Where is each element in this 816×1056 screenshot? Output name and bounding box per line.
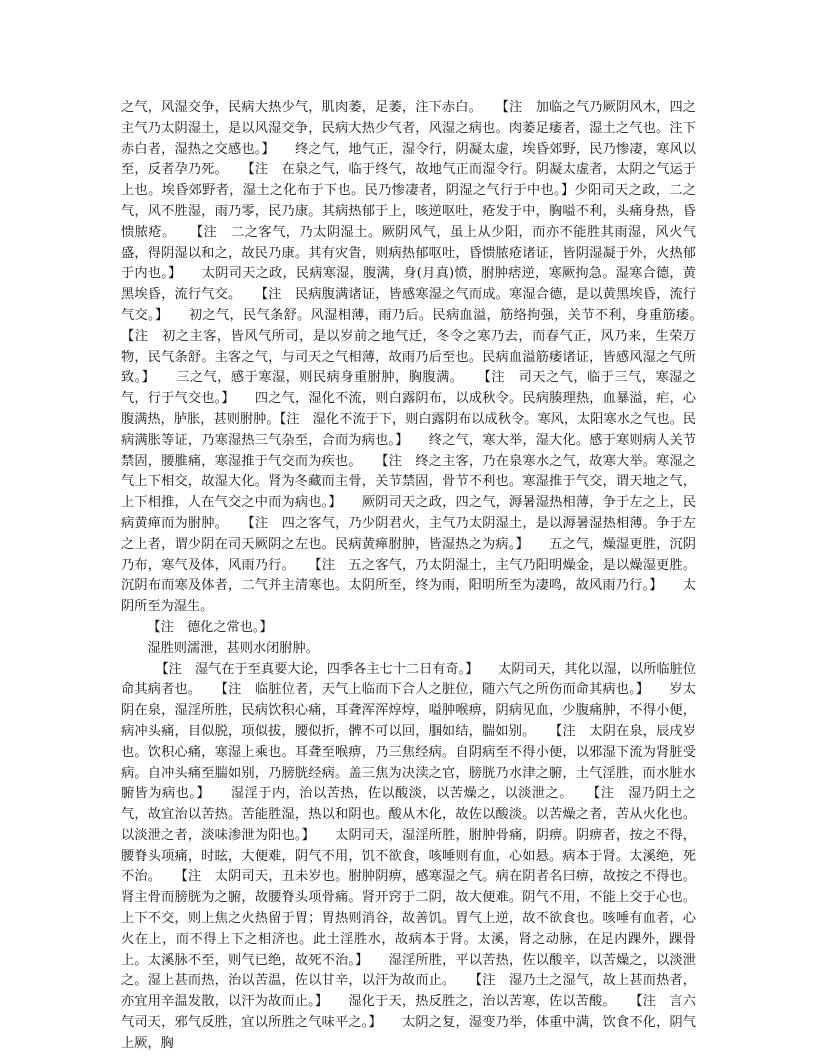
document-page [121, 98, 723, 1055]
paragraph-note-dehua: 【注 德化之常也。】 [147, 619, 273, 635]
paragraph-zhizhen: 【注 湿气在于至真要大论，四季各主七十二日有奇。】 太阴司天，其化以湿，以所临脏位命其病者也。 【注 临脏位者，天气上临而下合人之脏位，随六气之所伤而命其病也。】 岁太阴在泉，湿淫所胜，民病饮积心痛，耳聋浑浑焞焞，嗌肿喉痹，阴病见血，少腹痛肿，不得小便，病冲头痛，目似脱，项似拔，腰似折，髀不可以回，腘如结，腨如别。 【注 太阴在泉，辰戌岁也。饮积心痛，寒湿上乘也。耳聋至喉痹，乃三焦经病。自阴病至不得小便，以邪湿下流为肾脏受病。自冲头痛至腨如别，乃膀胱经病。盖三焦为决渎之官，膀胱乃水津之腑，土气淫胜，而水脏水腑皆为病也。】 湿淫于内，治以苦热，佐以酸淡，以苦燥之，以淡泄之。 【注 湿乃阴土之气，故宜治以苦热。苦能胜湿，热以和阴也。酸从木化，故佐以酸淡。以苦燥之者，苦从火化也。以淡泄之者，淡味渗泄为阳也。】 太阴司天，湿淫所胜，胕肿骨痛，阴痹。阴痹者，按之不得，腰脊头项痛，时眩，大便难，阴气不用，饥不欲食，咳唾则有血，心如悬。病本于肾。太溪绝，死不治。 【注 太阴司天，丑未岁也。胕肿阴痹，感寒湿之气。病在阴者名曰痹，故按之不得也。肾主骨而膀胱为之腑，故腰脊头项骨痛。肾开窍于二阴，故大便难。阴气不用，不能上交于心也。上下不交，则上焦之火热留于胃；胃热则消谷，故善饥。胃气上逆，故不欲食也。咳唾有血者，心火在上，而不得上下之相济也。此土淫胜水，故病本于肾。太溪，肾之动脉，在足内踝外，踝骨上。太溪脉不至，则气已绝，故死不治。】 湿淫所胜，平以苦热，佐以酸辛，以苦燥之，以淡泄之。湿上甚而热，治以苦温，佐以甘辛，以汗为故而止。 【注 湿乃土之湿气，故上甚而热者，亦宜用辛温发散，以汗为故而止。】 湿化于天，热反胜之，治以苦寒，佐以苦酸。 【注 言六气司天，邪气反胜，宜以所胜之气味平之。】 太阴之复，湿变乃举，体重中满，饮食不化，阴气上厥，胸 [121, 661, 696, 1051]
paragraph-shisheng: 湿胜则濡泄，甚则水闭胕肿。 [147, 640, 319, 656]
paragraph-main: 之气，风湿交争，民病大热少气，肌肉萎，足萎，注下赤白。 【注 加临之气乃厥阴风木，四之主气乃太阴湿土，是以风湿交争，民病大热少气者，风湿之病也。肉萎足痿者，湿土之气也。注下赤白者，湿热之交感也。】 终之气，地气正，湿令行，阴凝太虚，埃昏郊野，民乃惨凄，寒风以至，反者孕乃死。 【注 在泉之气，临于终气，故地气正而湿令行。阴凝太虚者，太阴之气运于上也。埃昏郊野者，湿土之化布于下也。民乃惨凄者，阴湿之气行于中也。】少阳司天之政，二之气，风不胜湿，雨乃零，民乃康。其病热郁于上，咳逆呕吐，疮发于中，胸嗌不利，头痛身热，昏愦脓疮。 【注 二之客气，乃太阴湿土。厥阴风气，虽上从少阳，而亦不能胜其雨湿，风火气盛，得阴湿以和之，故民乃康。其有灾眚，则病热郁呕吐，昏愦脓疮诸证，皆阴湿凝于外，火热郁于内也。】 太阴司天之政，民病寒湿，腹满，身(月真)愤，胕肿痞逆，寒厥拘急。湿寒合德，黄黑埃昏，流行气交。 【注 民病腹满诸证，皆感寒湿之气而成。寒湿合德，是以黄黑埃昏，流行气交。】 初之气，民气条舒。风湿相薄，雨乃后。民病血溢，筋络拘强，关节不利，身重筋痿。 【注 初之主客，皆风气所司，是以岁前之地气迁，冬令之寒乃去，而春气正，风乃来，生荣万物，民气条舒。主客之气，与司天之气相薄，故雨乃后至也。民病血溢筋痿诸证，皆感风湿之气所致。】 三之气，感于寒湿，则民病身重胕肿，胸腹满。 【注 司天之气，临于三气，寒湿之气，行于气交也。】 四之气，湿化不流，则白露阴布，以成秋令。民病腠理热，血暴溢，疟，心腹满热，胪胀，甚则胕肿。【注 湿化不流于下，则白露阴布以成秋令。寒风，太阳寒水之气也。民病满胀等证，乃寒湿热三气杂至，合而为病也。】 终之气，寒大举，湿大化。感于寒则病人关节禁固，腰脽痛，寒湿推于气交而为疾也。 【注 终之主客，乃在泉寒水之气，故寒大举。寒湿之气上下相交，故湿大化。肾为冬藏而主骨，关节禁固，骨节不利也。寒湿推于气交，谓天地之气，上下相推，人在气交之中而为病也。】 厥阴司天之政，四之气，溽暑湿热相薄，争于左之上，民病黄瘅而为胕肿。 【注 四之客气，乃少阴君火，主气乃太阴湿土，是以溽暑湿热相薄。争于左之上者，谓少阴在司天厥阴之左也。民病黄瘅胕肿，皆湿热之为病。】 五之气，燥湿更胜，沉阴乃布，寒气及体，风雨乃行。 【注 五之客气，乃太阴湿土，主气乃阳明燥金，是以燥湿更胜。沉阴布而寒及体者，二气并主清寒也。太阴所至，终为雨，阳明所至为凄鸣，故风雨乃行。】 太阴所至为湿生。 [121, 100, 723, 615]
